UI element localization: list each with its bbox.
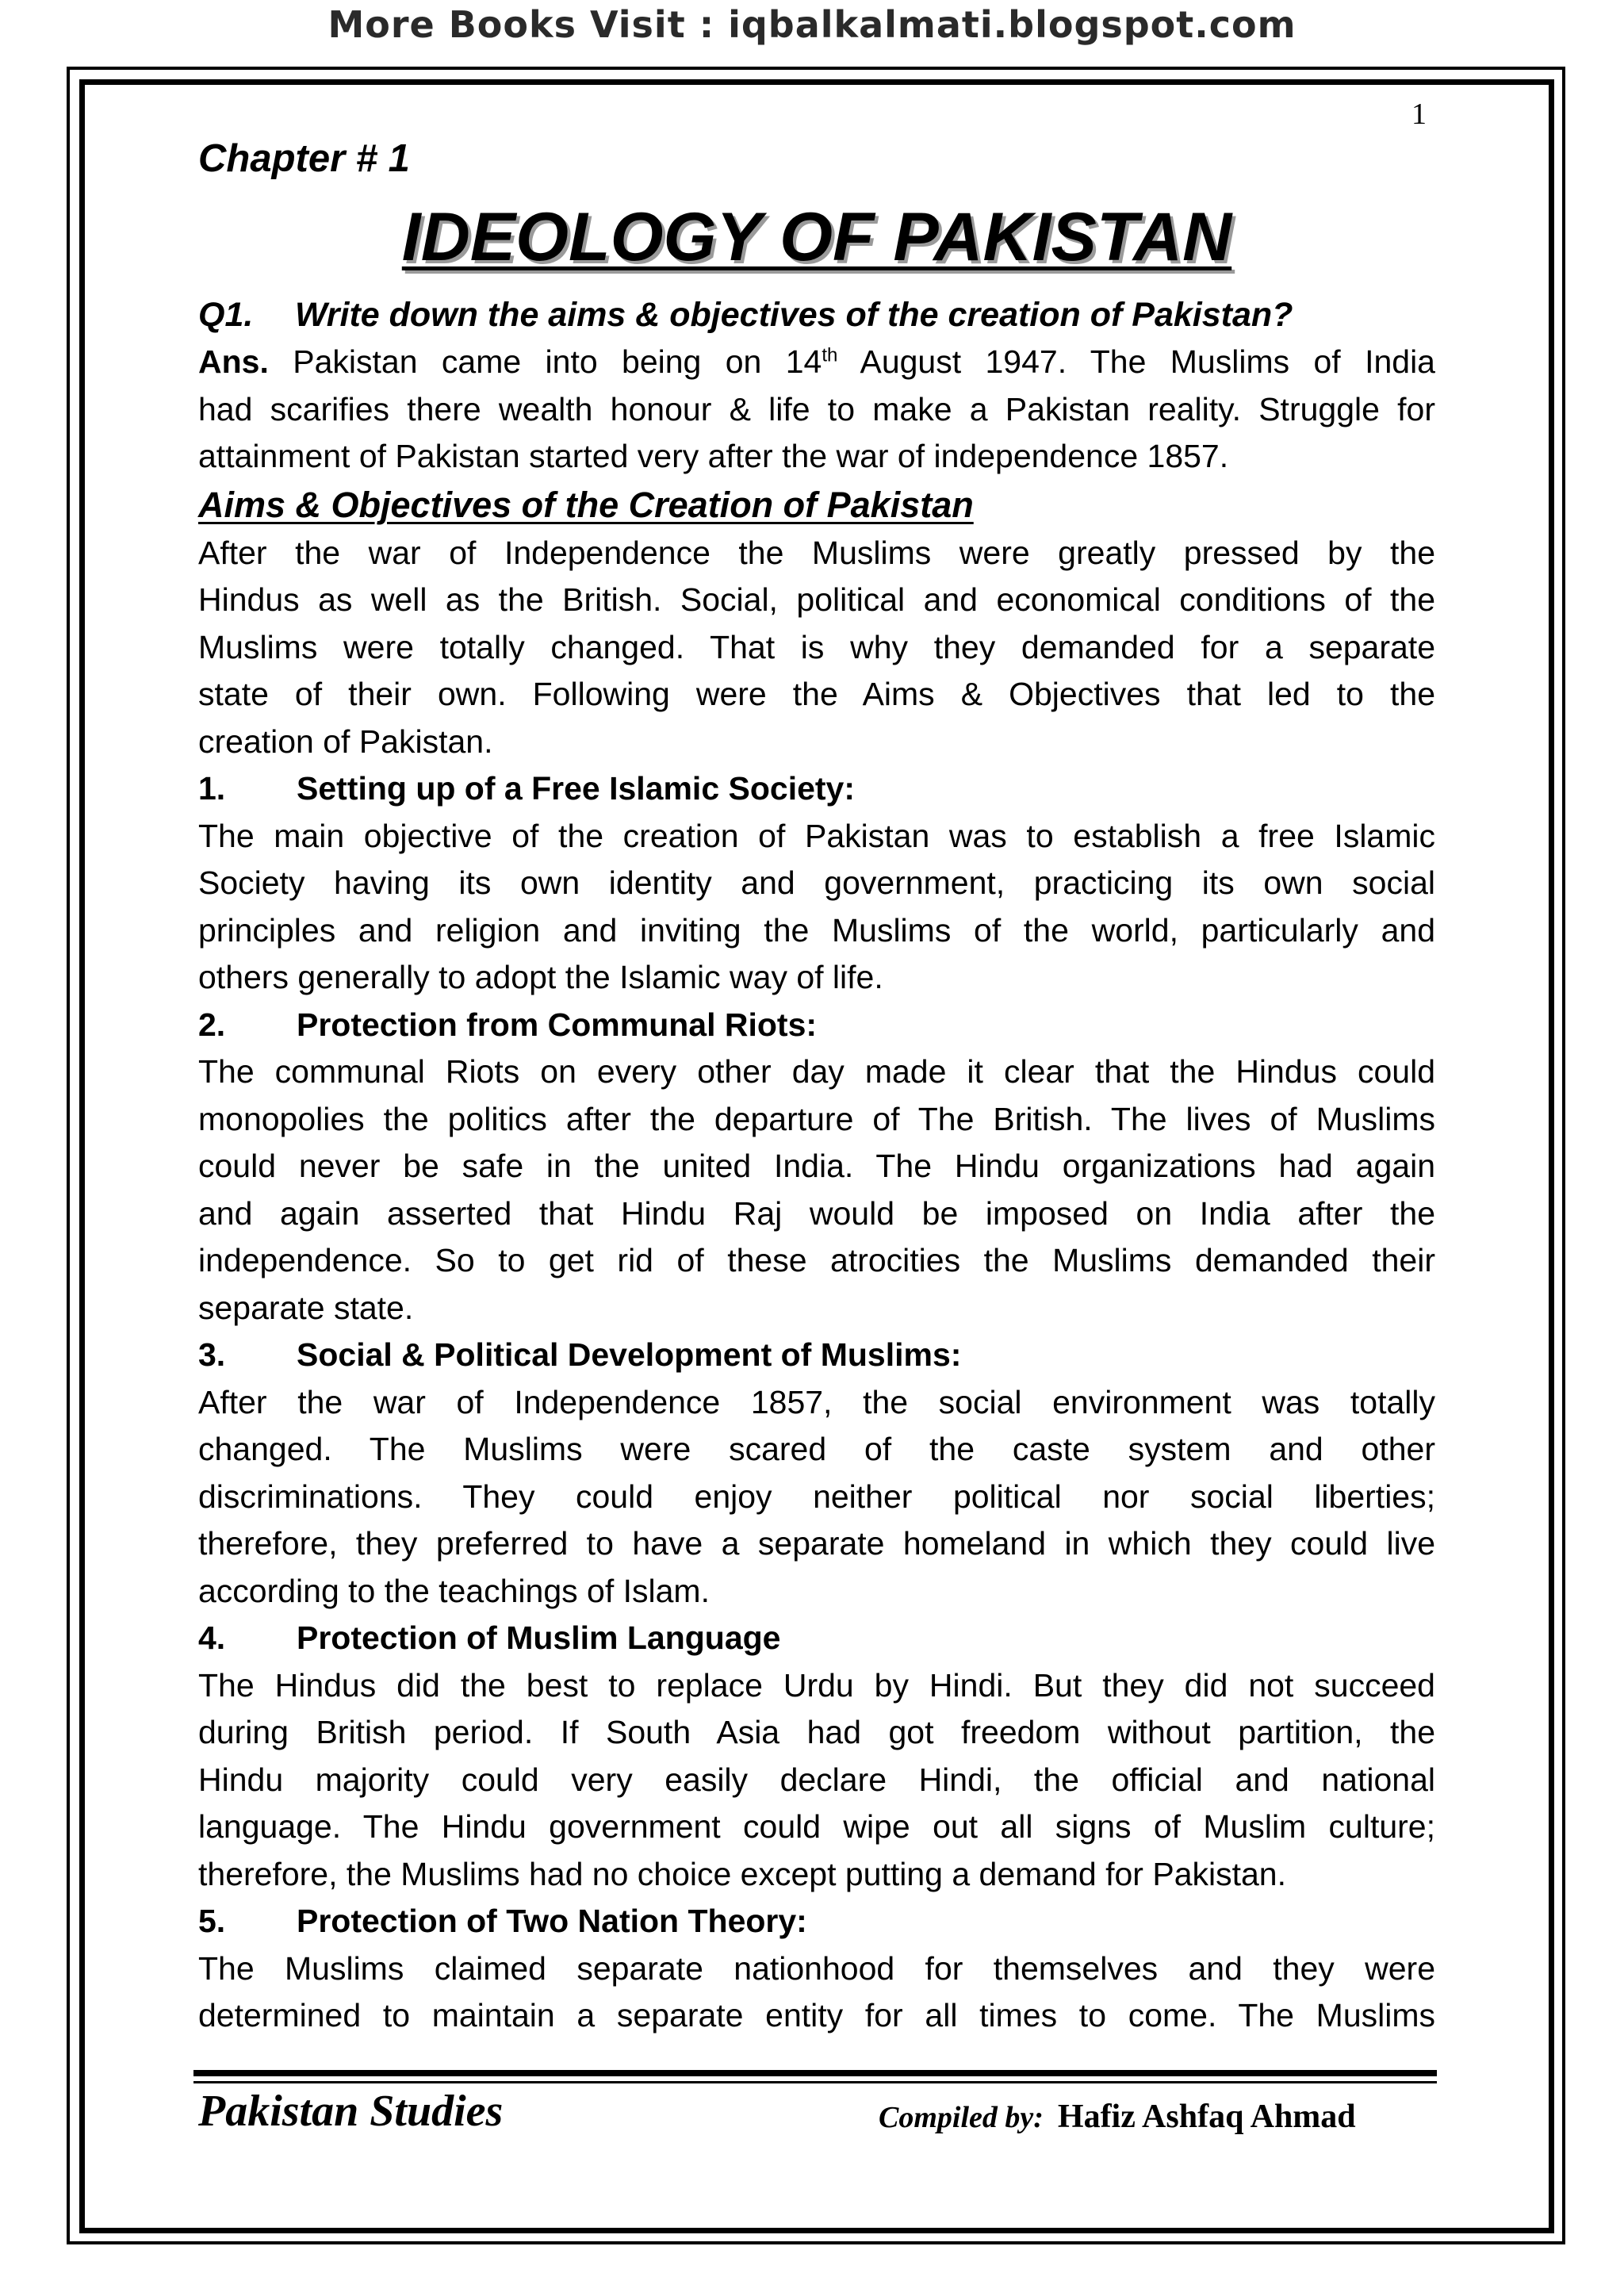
text-line: The communal Riots on every other day made it clear that the Hindus could [198, 1053, 1435, 1090]
point-number: 5. [198, 1903, 226, 1939]
chapter-label: Chapter # 1 [198, 137, 410, 180]
point-number: 1. [198, 770, 226, 807]
text-line: therefore, they preferred to have a separate homeland in which they could live [198, 1525, 1435, 1562]
answer-line [198, 339, 1435, 386]
compiled-by-label: Compiled by: [879, 2101, 1044, 2134]
footer-compiler [879, 2098, 1356, 2136]
text-line: therefore, the Muslims had no choice except putting a demand for Pakistan. [198, 1855, 1286, 1892]
text-line: The Hindus did the best to replace Urdu by Hindi. But they did not succeed [198, 1666, 1435, 1704]
text-line: language. The Hindu government could wipe out all signs of Muslim culture; [198, 1808, 1435, 1845]
text-line: during British period. If South Asia had got freedom without partition, the [198, 1714, 1435, 1750]
point-heading [198, 1898, 1435, 1945]
text-line: determined to maintain a separate entity for all times to come. The Muslims [198, 1997, 1435, 2033]
point-title: Social & Political Development of Muslims: [297, 1336, 962, 1373]
text-line: Hindu majority could very easily declare Hindi, the official and national [198, 1761, 1435, 1798]
text-line: and again asserted that Hindu Raj would be imposed on India after the [198, 1194, 1435, 1232]
ordinal-suffix: th [822, 344, 838, 366]
answer-text-part: Pakistan came into being on 14 [293, 343, 822, 380]
site-watermark: More Books Visit : iqbalkalmati.blogspot.com [327, 3, 1297, 46]
text-line: The main objective of the creation of Pakistan was to establish a free Islamic [198, 817, 1435, 854]
answer-label: Ans. [198, 343, 269, 380]
point-heading [198, 1615, 1435, 1662]
page-content [198, 131, 1435, 2040]
text-line: After the war of Independence 1857, the social environment was totally [198, 1383, 1435, 1420]
text-line: according to the teachings of Islam. [198, 1572, 710, 1609]
author-name: Hafiz Ashfaq Ahmad [1057, 2099, 1356, 2135]
footer-book-title: Pakistan Studies [198, 2087, 504, 2136]
text-line: The Muslims claimed separate nationhood for themselves and they were [198, 1949, 1435, 1987]
text-line: changed. The Muslims were scared of the caste system and other [198, 1431, 1435, 1467]
footer-divider [193, 2070, 1437, 2076]
chapter-title: IDEOLOGY OF PAKISTAN [401, 199, 1232, 275]
text-line: Society having its own identity and government, practicing its own social [198, 864, 1435, 901]
point-title: Protection of Two Nation Theory: [297, 1903, 807, 1939]
text-line: Muslims were totally changed. That is why they demanded for a separate [198, 628, 1435, 665]
text-line: separate state. [198, 1289, 414, 1326]
section-heading: Aims & Objectives of the Creation of Pakistan [198, 484, 974, 525]
point-heading [198, 1002, 1435, 1049]
question-number: Q1. [198, 296, 254, 334]
question-text: Write down the aims & objectives of the creation of Pakistan? [295, 296, 1293, 334]
point-number: 3. [198, 1336, 226, 1373]
answer-text-part: August 1947. The Muslims of India [837, 343, 1435, 380]
text-line: Hindus as well as the British. Social, political and economical conditions of the [198, 581, 1435, 618]
question [198, 291, 1435, 339]
point-heading [198, 1332, 1435, 1379]
text-line: principles and religion and inviting the Muslims of the world, particularly and [198, 911, 1435, 949]
point-title: Protection from Communal Riots: [297, 1006, 818, 1043]
answer-line: had scarifies there wealth honour & life to make a Pakistan reality. Struggle for [198, 390, 1435, 427]
point-heading [198, 765, 1435, 813]
text-line: discriminations. They could enjoy neither political nor social liberties; [198, 1478, 1435, 1515]
point-title: Protection of Muslim Language [297, 1619, 781, 1656]
text-line: could never be safe in the united India. The Hindu organizations had again [198, 1148, 1435, 1184]
text-line: state of their own. Following were the Aims & Objectives that led to the [198, 676, 1435, 712]
answer-line: attainment of Pakistan started very after the war of independence 1857. [198, 438, 1229, 474]
page-number: 1 [1411, 98, 1427, 131]
point-number: 4. [198, 1619, 226, 1656]
intro-paragraph [198, 530, 1435, 766]
footer-divider [193, 2081, 1437, 2083]
text-line: others generally to adopt the Islamic way of life. [198, 959, 883, 995]
text-line: creation of Pakistan. [198, 723, 493, 760]
text-line: After the war of Independence the Muslims were greatly pressed by the [198, 534, 1435, 571]
point-number: 2. [198, 1006, 226, 1043]
text-line: monopolies the politics after the departure of The British. The lives of Muslims [198, 1100, 1435, 1137]
point-title: Setting up of a Free Islamic Society: [297, 770, 856, 807]
text-line: independence. So to get rid of these atrocities the Muslims demanded their [198, 1242, 1435, 1278]
